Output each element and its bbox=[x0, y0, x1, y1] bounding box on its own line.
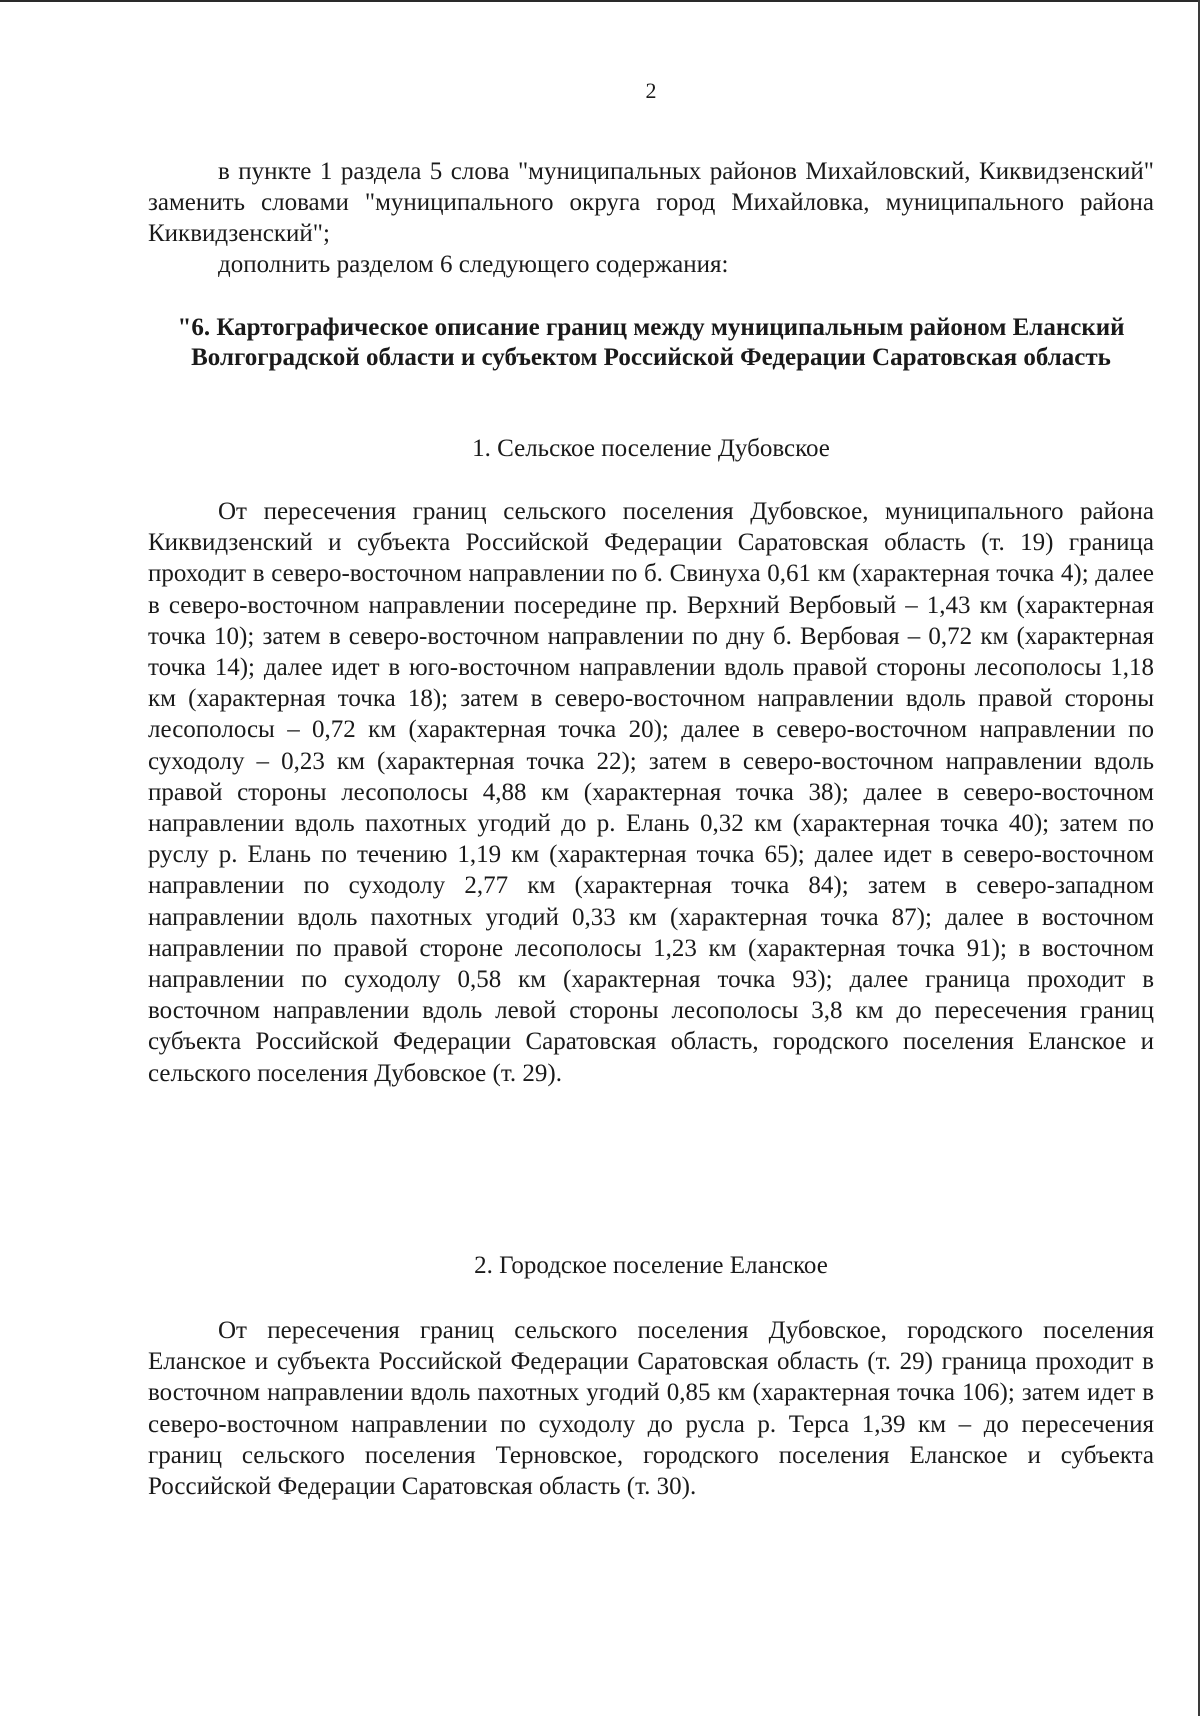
section-6-heading: "6. Картографическое описание границ между муниципальным районом Еланский Волгоградской области и субъектом Российской Федерации Саратовская область bbox=[177, 314, 1125, 371]
subsection-2-heading: 2. Городское поселение Еланское bbox=[474, 1252, 828, 1279]
intro-paragraph-2: дополнить разделом 6 следующего содержания: bbox=[218, 251, 729, 278]
intro-paragraph-1: в пункте 1 раздела 5 слова "муниципальных районов Михайловский, Киквидзенский" заменить словами "муниципального округа город Михайловка, муниципального района Киквидзенский"; bbox=[148, 158, 1154, 248]
subsection-2-body: От пересечения границ сельского поселения Дубовское, городского поселения Еланское и субъекта Российской Федерации Саратовская область (т. 29) граница проходит в восточном направлении вдоль пахотных угодий 0,85 км (характерная точка 106); затем идет в северо-восточном направлении по суходолу до русла р. Терса 1,39 км – до пересечения границ сельского поселения Терновское, городского поселения Еланское и субъекта Российской Федерации Саратовская область (т. 30). bbox=[148, 1317, 1154, 1501]
scan-top-edge bbox=[0, 0, 1200, 2]
subsection-1-heading: 1. Сельское поселение Дубовское bbox=[472, 435, 830, 462]
page-number: 2 bbox=[645, 78, 657, 103]
subsection-1-body: От пересечения границ сельского поселения Дубовское, муниципального района Киквидзенский и субъекта Российской Федерации Саратовская область (т. 19) граница проходит в северо-восточном направлении по б. Свинуха 0,61 км (характерная точка 4); далее в северо-восточном направлении посередине пр. Верхний Вербовый – 1,43 км (характерная точка 10); затем в северо-восточном направлении по дну б. Вербовая – 0,72 км (характерная точка 14); далее идет в юго-восточном направлении вдоль правой стороны лесополосы 1,18 км (характерная точка 18); затем в северо-восточном направлении вдоль правой стороны лесополосы – 0,72 км (характерная точка 20); далее в северо-восточном направлении по суходолу – 0,23 км (характерная точка 22); затем в северо-восточном направлении вдоль правой стороны лесополосы 4,88 км (характерная точка 38); далее в северо-восточном направлении вдоль пахотных угодий до р. Елань 0,32 км (характерная точка 40); затем по руслу р. Елань по течению 1,19 км (характерная точка 65); далее идет в северо-восточном направлении по суходолу 2,77 км (характерная точка 84); затем в северо-западном направлении вдоль пахотных угодий 0,33 км (характерная точка 87); далее в восточном направлении по правой стороне лесополосы 1,23 км (характерная точка 91); в восточном направлении по суходолу 0,58 км (характерная точка 93); далее граница проходит в восточном направлении вдоль левой стороны лесополосы 3,8 км до пересечения границ субъекта Российской Федерации Саратовская область, городского поселения Еланское и сельского поселения Дубовское (т. 29). bbox=[148, 498, 1154, 1087]
